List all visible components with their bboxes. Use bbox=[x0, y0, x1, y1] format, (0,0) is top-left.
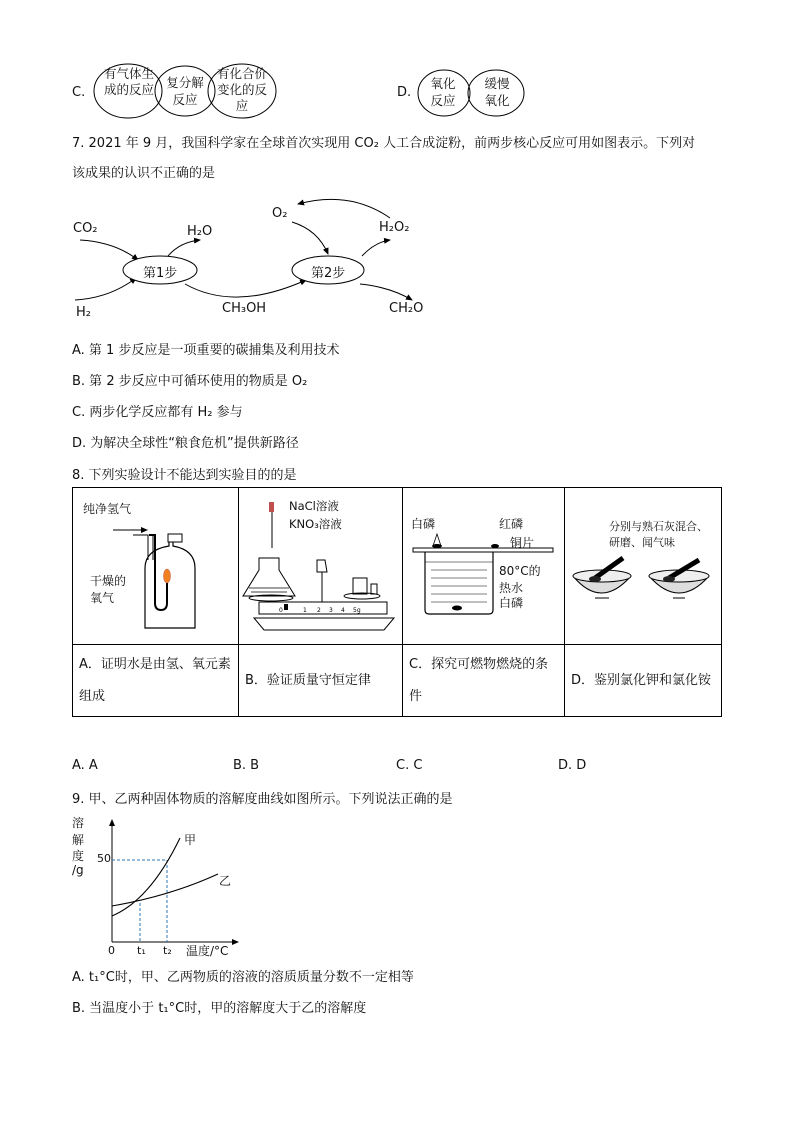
arrow-h2o2-o2 bbox=[298, 199, 390, 218]
label-h2o2: H₂O₂ bbox=[379, 220, 410, 235]
chart-origin: 0 bbox=[108, 944, 115, 957]
svg-text:4: 4 bbox=[341, 607, 345, 614]
arrow-o2-step2 bbox=[292, 222, 328, 254]
label-step2: 第2步 bbox=[311, 266, 346, 281]
arrow-step2-h2o2 bbox=[362, 240, 390, 256]
fig-c-label-copper: 铜片 bbox=[510, 536, 535, 550]
curve-label-yi: 乙 bbox=[219, 874, 232, 888]
fig-c-label-80c: 80°C的 bbox=[499, 564, 541, 578]
q8-choice-c: C. C bbox=[396, 758, 423, 773]
fig-b-label-kno3: KNO₃溶液 bbox=[289, 517, 342, 531]
chart-ylabel-1: 溶 bbox=[72, 816, 85, 830]
q8-choice-d: D. D bbox=[558, 758, 587, 773]
arrow-h2-step1 bbox=[75, 278, 136, 300]
fig-c-label-red-p: 红磷 bbox=[499, 517, 524, 531]
label-ch2o: CH₂O bbox=[389, 301, 424, 316]
q7-stem-line2: 该成果的认识不正确的是 bbox=[72, 166, 216, 181]
q7-option-c: C. 两步化学反应都有 H₂ 参与 bbox=[72, 405, 243, 420]
svg-text:0: 0 bbox=[279, 607, 283, 614]
fig-a-label-dry: 干燥的 bbox=[90, 574, 127, 588]
q7-option-d: D. 为解决全球性“粮食危机”提供新路径 bbox=[72, 436, 299, 451]
chart-ylabel-2: 解 bbox=[72, 833, 85, 847]
caption-a: A．证明水是由氢、氧元素组成 bbox=[73, 645, 239, 717]
q7-stem-line1: 7. 2021 年 9 月，我国科学家在全球首次实现用 CO₂ 人工合成淀粉，前两步核心反应可用如图表示。下列对 bbox=[72, 136, 696, 151]
q8-choice-b: B. B bbox=[233, 758, 260, 773]
chart-tick-t2: t₂ bbox=[163, 944, 172, 957]
fig-a-label-hydrogen: 纯净氢气 bbox=[83, 502, 132, 516]
fig-d-cell bbox=[565, 488, 722, 645]
caption-b: B．验证质量守恒定律 bbox=[239, 645, 403, 717]
q7-option-a: A. 第 1 步反应是一项重要的碳捕集及利用技术 bbox=[72, 343, 340, 358]
fig-d-label-line1: 分别与熟石灰混合、 bbox=[609, 520, 708, 533]
label-h2o: H₂O bbox=[187, 224, 213, 239]
svg-text:1: 1 bbox=[303, 607, 307, 614]
fig-d-mortars bbox=[565, 488, 723, 643]
arrow-step2-ch2o bbox=[360, 284, 412, 300]
arrow-step1-step2 bbox=[185, 280, 306, 297]
venn-d-right: 缓慢氧化 bbox=[484, 76, 510, 108]
chart-ylabel-4: /g bbox=[72, 863, 84, 877]
option-c-label: C. bbox=[72, 85, 86, 100]
q9-stem: 9. 甲、乙两种固体物质的溶解度曲线如图所示。下列说法正确的是 bbox=[72, 792, 453, 807]
svg-text:5g: 5g bbox=[353, 607, 361, 614]
caption-d: D．鉴别氯化钾和氯化铵 bbox=[565, 645, 722, 717]
label-o2: O₂ bbox=[272, 206, 288, 221]
q8-choice-a: A. A bbox=[72, 758, 98, 773]
svg-text:3: 3 bbox=[329, 607, 333, 614]
label-step1: 第1步 bbox=[143, 266, 178, 281]
label-ch3oh: CH₃OH bbox=[222, 301, 267, 316]
venn-c-left: 有气体生成的反应 bbox=[104, 66, 155, 97]
fig-c-cell bbox=[403, 488, 565, 645]
chart-xlabel: 温度/°C bbox=[186, 944, 229, 958]
fig-a-cell bbox=[73, 488, 239, 645]
experiment-table bbox=[72, 487, 722, 717]
svg-text:2: 2 bbox=[317, 607, 321, 614]
arrow-co2-step1 bbox=[80, 240, 138, 260]
q7-option-b: B. 第 2 步反应中可循环使用的物质是 O₂ bbox=[72, 374, 308, 389]
label-co2: CO₂ bbox=[73, 221, 98, 236]
option-d-label: D. bbox=[397, 85, 412, 100]
chart-tick-t1: t₁ bbox=[137, 944, 146, 957]
fig-b-label-nacl: NaCl溶液 bbox=[289, 499, 339, 513]
q9-option-a: A. t₁°C时，甲、乙两物质的溶液的溶质质量分数不一定相等 bbox=[72, 970, 414, 985]
curve-yi bbox=[112, 874, 218, 906]
fig-b-cell bbox=[239, 488, 403, 645]
fig-c-label-white-p2: 白磷 bbox=[499, 596, 524, 610]
curve-label-jia: 甲 bbox=[184, 833, 197, 847]
fig-c-label-hot-water: 热水 bbox=[499, 581, 524, 595]
chart-tick-50: 50 bbox=[97, 852, 111, 865]
fig-d-label-line2: 研磨、闻气味 bbox=[609, 536, 675, 549]
q9-option-b: B. 当温度小于 t₁°C时，甲的溶解度大于乙的溶解度 bbox=[72, 1001, 367, 1016]
q8-stem: 8. 下列实验设计不能达到实验目的的是 bbox=[72, 468, 297, 483]
venn-c-right: 有化合价变化的反应 bbox=[217, 66, 268, 113]
fig-c-label-white-p: 白磷 bbox=[411, 517, 436, 531]
caption-c: C．探究可燃物燃烧的条件 bbox=[403, 645, 565, 717]
label-h2: H₂ bbox=[76, 305, 91, 320]
chart-ylabel-3: 度 bbox=[72, 849, 85, 863]
venn-d-left: 氧化反应 bbox=[430, 76, 456, 108]
fig-a-label-oxygen: 氧气 bbox=[90, 591, 115, 605]
arrow-step1-h2o bbox=[168, 240, 200, 256]
venn-c-mid: 复分解反应 bbox=[166, 75, 204, 107]
